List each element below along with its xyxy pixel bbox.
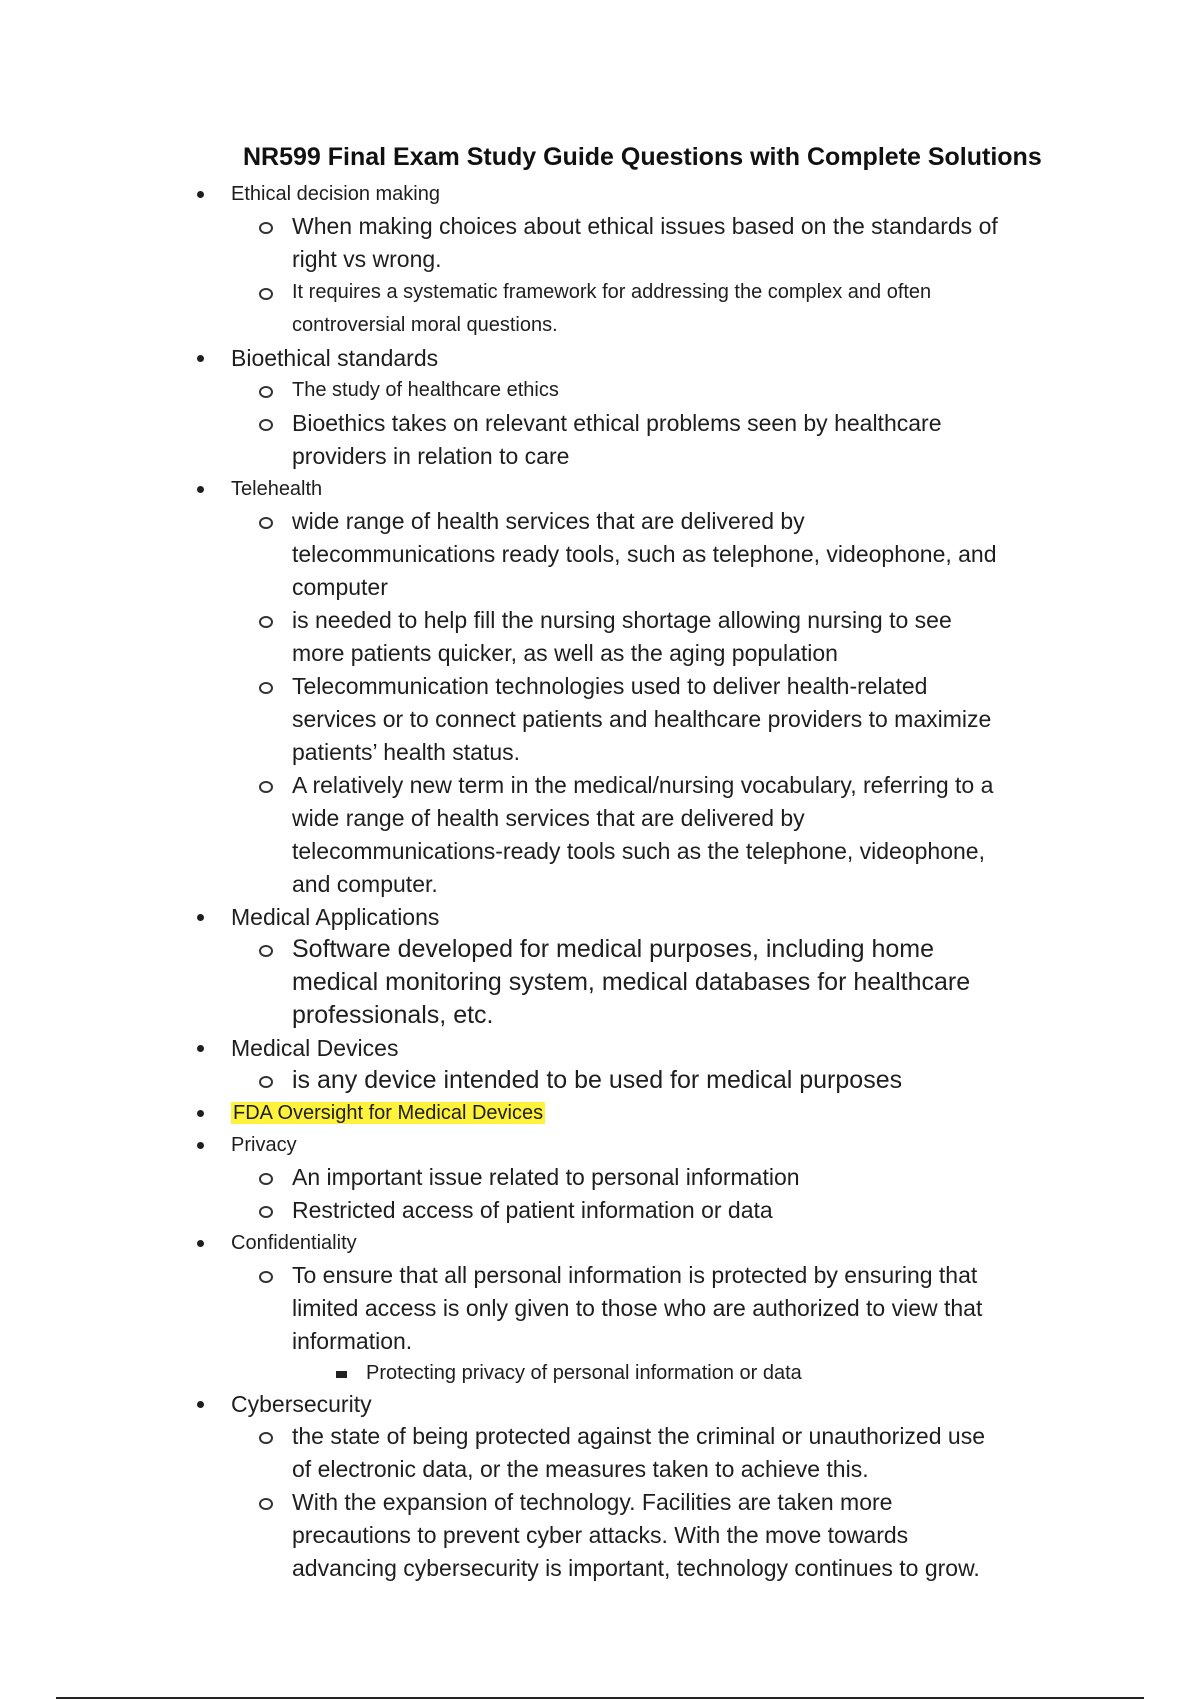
- subpoint-list: [292, 1358, 1000, 1388]
- point-item: It requires a systematic framework for addressing the complex and often controversial moral questions.: [292, 276, 1100, 342]
- point-item: is needed to help fill the nursing shortage allowing nursing to see more patients quicker, as well as the aging population: [292, 604, 1100, 670]
- point-item: the state of being protected against the criminal or unauthorized use of electronic data, or the measures taken to achieve this.: [292, 1420, 1100, 1486]
- topic-label: Ethical decision making: [231, 183, 440, 205]
- point-list: [231, 210, 1100, 342]
- point-item: [292, 1259, 1100, 1388]
- point-list: [231, 505, 1100, 901]
- point-item: Restricted access of patient information or data: [292, 1194, 1100, 1227]
- topic-item: [0, 473, 1200, 901]
- point-item: The study of healthcare ethics: [292, 374, 1100, 407]
- point-list: [231, 1161, 1100, 1227]
- topic-outline: [0, 178, 1200, 1585]
- point-item: Software developed for medical purposes, including home medical monitoring system, medical databases for healthcare professionals, etc.: [292, 933, 1100, 1032]
- point-item: is any device intended to be used for medical purposes: [292, 1064, 1100, 1097]
- topic-item: [0, 901, 1200, 1032]
- point-item: Telecommunication technologies used to deliver health-related services or to connect patients and healthcare providers to maximize patients’ health status.: [292, 670, 1100, 769]
- topic-label: Telehealth: [231, 478, 323, 500]
- topic-label: Cybersecurity: [231, 1391, 372, 1417]
- point-list: [231, 933, 1100, 1032]
- topic-item: [0, 1388, 1200, 1585]
- point-text: To ensure that all personal information is protected by ensuring that limited access is only given to those who are authorized to view that information.: [292, 1262, 983, 1354]
- topic-item: [0, 1227, 1200, 1388]
- topic-item: [0, 1097, 1200, 1129]
- footer-rule: [56, 1697, 1144, 1699]
- point-item: When making choices about ethical issues based on the standards of right vs wrong.: [292, 210, 1100, 276]
- point-item: With the expansion of technology. Facilities are taken more precautions to prevent cyber attacks. With the move towards advancing cybersecurity is important, technology continues to grow.: [292, 1486, 1100, 1585]
- document-title: NR599 Final Exam Study Guide Questions with Complete Solutions: [243, 143, 1042, 171]
- topic-label: Medical Applications: [231, 904, 440, 930]
- point-item: Bioethics takes on relevant ethical problems seen by healthcare providers in relation to care: [292, 407, 1100, 473]
- topic-label: Confidentiality: [231, 1232, 357, 1254]
- topic-item: [0, 342, 1200, 473]
- point-list: [231, 1064, 1100, 1097]
- point-list: [231, 374, 1100, 473]
- topic-item: [0, 1129, 1200, 1227]
- point-item: A relatively new term in the medical/nursing vocabulary, referring to a wide range of health services that are delivered by telecommunications-ready tools such as the telephone, videophone, and computer.: [292, 769, 1100, 901]
- highlighted-topic-label: FDA Oversight for Medical Devices: [233, 1102, 544, 1124]
- point-list: [231, 1259, 1100, 1388]
- topic-item: [0, 1032, 1200, 1097]
- topic-label: Bioethical standards: [231, 345, 439, 371]
- topic-label: Medical Devices: [231, 1035, 399, 1061]
- subpoint-item: Protecting privacy of personal information or data: [366, 1358, 1000, 1388]
- point-item: An important issue related to personal information: [292, 1161, 1100, 1194]
- topic-label: Privacy: [231, 1134, 297, 1156]
- point-item: wide range of health services that are delivered by telecommunications ready tools, such as telephone, videophone, and computer: [292, 505, 1100, 604]
- point-list: [231, 1420, 1100, 1585]
- topic-item: [0, 178, 1200, 342]
